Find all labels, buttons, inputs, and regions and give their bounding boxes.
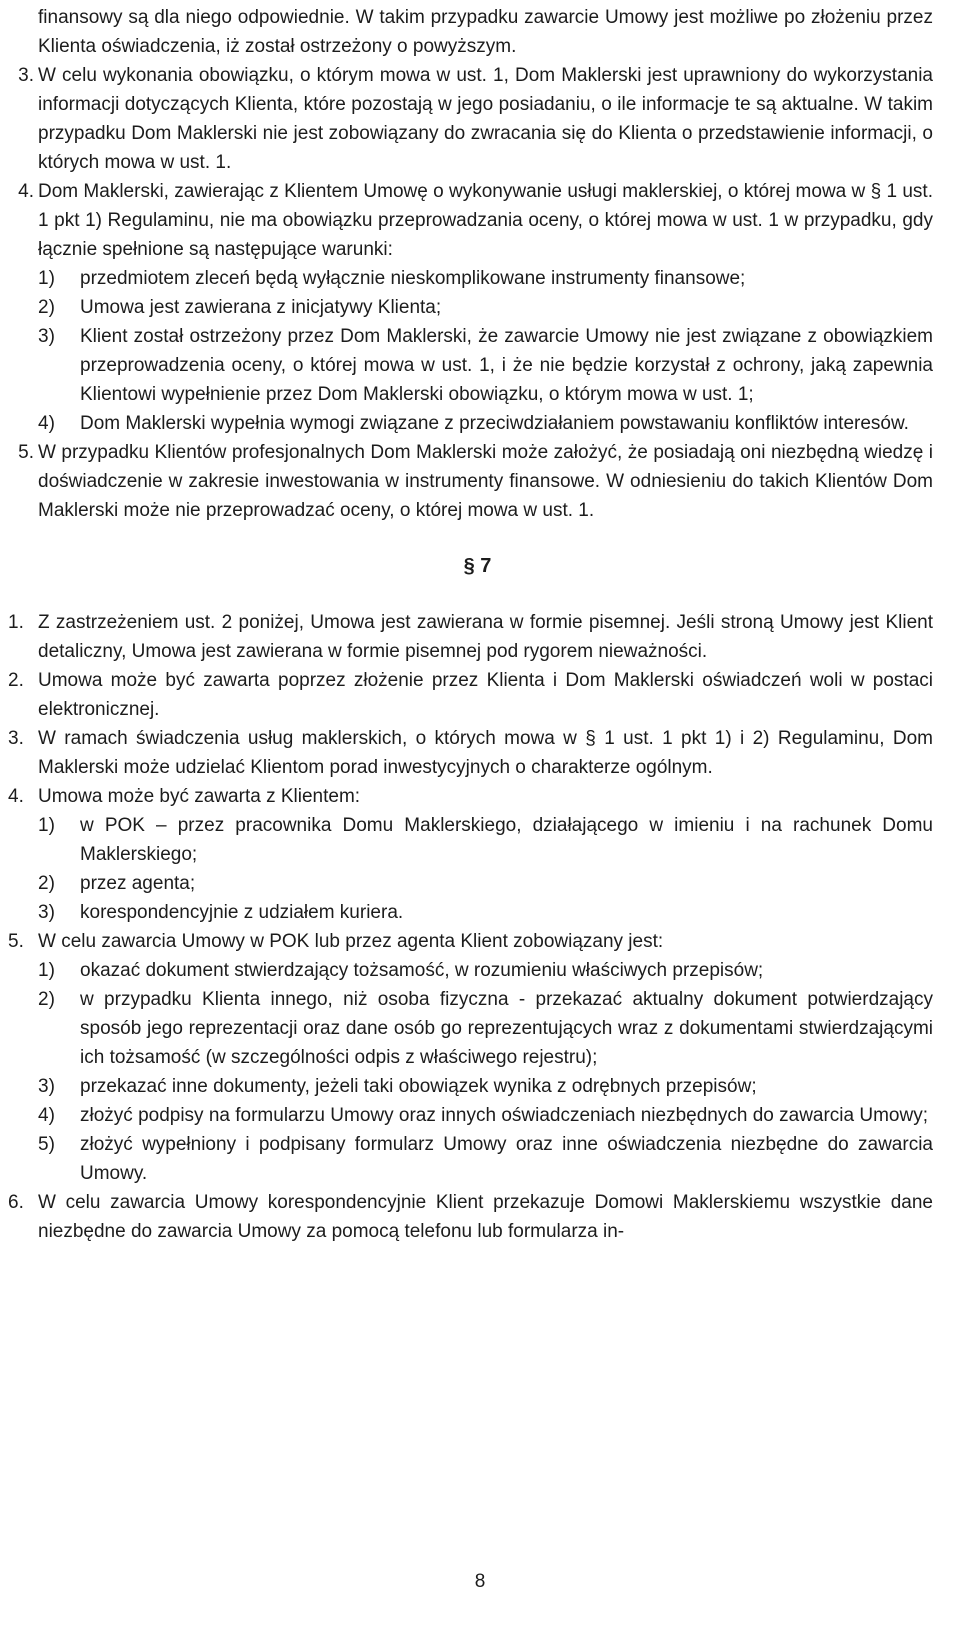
sub-item-number: 2) [38, 989, 55, 1010]
list-item [8, 61, 933, 177]
section-heading: § 7 [463, 555, 492, 577]
item-number: 4. [18, 181, 34, 202]
sub-item-text: Umowa jest zawierana z inicjatywy Klienta; [80, 297, 442, 318]
sub-item-text: okazać dokument stwierdzający tożsamość, w rozumieniu właściwych przepisów; [80, 960, 764, 981]
sub-item-number: 4) [38, 1105, 55, 1126]
item-text: Umowa może być zawarta poprzez złożenie przez Klienta i Dom Maklerski oświadczeń woli w postaci elektronicznej. [38, 670, 933, 720]
sub-list-item [38, 898, 933, 927]
sub-item-number: 3) [38, 902, 55, 923]
list-item [8, 608, 933, 666]
continued-paragraph: finansowy są dla niego odpowiednie. W takim przypadku zawarcie Umowy jest możliwe po złożeniu przez Klienta oświadczenia, iż został ostrzeżony o powyższym. [38, 7, 933, 57]
item-text: Umowa może być zawarta z Klientem: [38, 786, 361, 807]
sub-item-text: złożyć wypełniony i podpisany formularz Umowy oraz inne oświadczenia niezbędne do zawarcia Umowy. [80, 1134, 933, 1184]
sub-item-text: przez agenta; [80, 873, 196, 894]
sub-list-item [38, 811, 933, 869]
sub-item-number: 4) [38, 413, 55, 434]
page-number: 8 [474, 1571, 486, 1592]
sub-item-text: w POK – przez pracownika Domu Maklerskiego, działającego w imieniu i na rachunek Domu Maklerskiego; [80, 815, 933, 865]
sub-item-number: 1) [38, 815, 55, 836]
item-number: 6. [8, 1192, 24, 1213]
list-item [8, 724, 933, 782]
sub-list-item [38, 985, 933, 1072]
sub-list-item [38, 264, 933, 293]
sub-item-text: w przypadku Klienta innego, niż osoba fizyczna - przekazać aktualny dokument potwierdzający sposób jego reprezentacji oraz dane osób go reprezentujących wraz z dokumentami stwierdzającymi ich tożsamość (w szczególności odpis z właściwego rejestru); [80, 989, 933, 1068]
sub-list-item [38, 869, 933, 898]
item-number: 2. [8, 670, 24, 691]
list-item [8, 438, 933, 525]
sub-item-number: 1) [38, 960, 55, 981]
sub-item-number: 3) [38, 1076, 55, 1097]
item-text: W przypadku Klientów profesjonalnych Dom Maklerski może założyć, że posiadają oni niezbędną wiedzę i doświadczenie w zakresie inwestowania w instrumenty finansowe. W odniesieniu do takich Klientów Dom Maklerski może nie przeprowadzać oceny, o której mowa w ust. 1. [38, 442, 933, 521]
sub-item-text: korespondencyjnie z udziałem kuriera. [80, 902, 404, 923]
list-item [8, 1188, 933, 1246]
list-item [8, 666, 933, 724]
sub-list-item [38, 409, 933, 438]
item-number: 5. [8, 931, 24, 952]
item-number: 3. [8, 728, 24, 749]
sub-item-text: złożyć podpisy na formularzu Umowy oraz innych oświadczeniach niezbędnych do zawarcia Umowy; [80, 1105, 928, 1126]
sub-list-item [38, 956, 933, 985]
item-text: Dom Maklerski, zawierając z Klientem Umowę o wykonywanie usługi maklerskiej, o której mowa w § 1 ust. 1 pkt 1) Regulaminu, nie ma obowiązku przeprowadzania oceny, o której mowa w ust. 1 w przypadku, gdy łącznie spełnione są następujące warunki: [38, 181, 933, 260]
sub-item-number: 2) [38, 297, 55, 318]
item-text: W celu wykonania obowiązku, o którym mowa w ust. 1, Dom Maklerski jest uprawniony do wykorzystania informacji dotyczących Klienta, które pozostają w jego posiadaniu, o ile informacje te są aktualne. W takim przypadku Dom Maklerski nie jest zobowiązany do zwracania się do Klienta o przedstawienie informacji, o których mowa w ust. 1. [38, 65, 933, 173]
sub-item-number: 2) [38, 873, 55, 894]
sub-list-item [38, 1101, 933, 1130]
sub-item-text: Dom Maklerski wypełnia wymogi związane z przeciwdziałaniem powstawaniu konfliktów interesów. [80, 413, 909, 434]
sub-list-item [38, 293, 933, 322]
sub-item-text: przekazać inne dokumenty, jeżeli taki obowiązek wynika z odrębnych przepisów; [80, 1076, 757, 1097]
sub-item-text: przedmiotem zleceń będą wyłącznie nieskomplikowane instrumenty finansowe; [80, 268, 746, 289]
list-item [8, 782, 933, 811]
sub-item-number: 3) [38, 326, 55, 347]
item-number: 5. [18, 442, 34, 463]
sub-item-text: Klient został ostrzeżony przez Dom Maklerski, że zawarcie Umowy nie jest związane z obowiązkiem przeprowadzenia oceny, o której mowa w ust. 1, i że nie będzie korzystał z ochrony, jaką zapewnia Klientowi wypełnienie przez Dom Maklerski obowiązku, o którym mowa w ust. 1; [80, 326, 933, 405]
item-text: W ramach świadczenia usług maklerskich, o których mowa w § 1 ust. 1 pkt 1) i 2) Regulaminu, Dom Maklerski może udzielać Klientom porad inwestycyjnych o charakterze ogólnym. [38, 728, 933, 778]
sub-list-item [38, 1072, 933, 1101]
sub-list-item [38, 322, 933, 409]
list-item [8, 177, 933, 264]
list-item [8, 927, 933, 956]
sub-list-item [38, 1130, 933, 1188]
item-number: 1. [8, 612, 24, 633]
document-body [8, 3, 933, 1246]
item-text: Z zastrzeżeniem ust. 2 poniżej, Umowa jest zawierana w formie pisemnej. Jeśli stroną Umowy jest Klient detaliczny, Umowa jest zawierana w formie pisemnej pod rygorem nieważności. [38, 612, 933, 662]
item-number: 3. [18, 65, 34, 86]
item-text: W celu zawarcia Umowy w POK lub przez agenta Klient zobowiązany jest: [38, 931, 664, 952]
sub-item-number: 1) [38, 268, 55, 289]
sub-item-number: 5) [38, 1134, 55, 1155]
item-text: W celu zawarcia Umowy korespondencyjnie Klient przekazuje Domowi Maklerskiemu wszystkie dane niezbędne do zawarcia Umowy za pomocą telefonu lub formularza in- [38, 1192, 933, 1242]
item-number: 4. [8, 786, 24, 807]
